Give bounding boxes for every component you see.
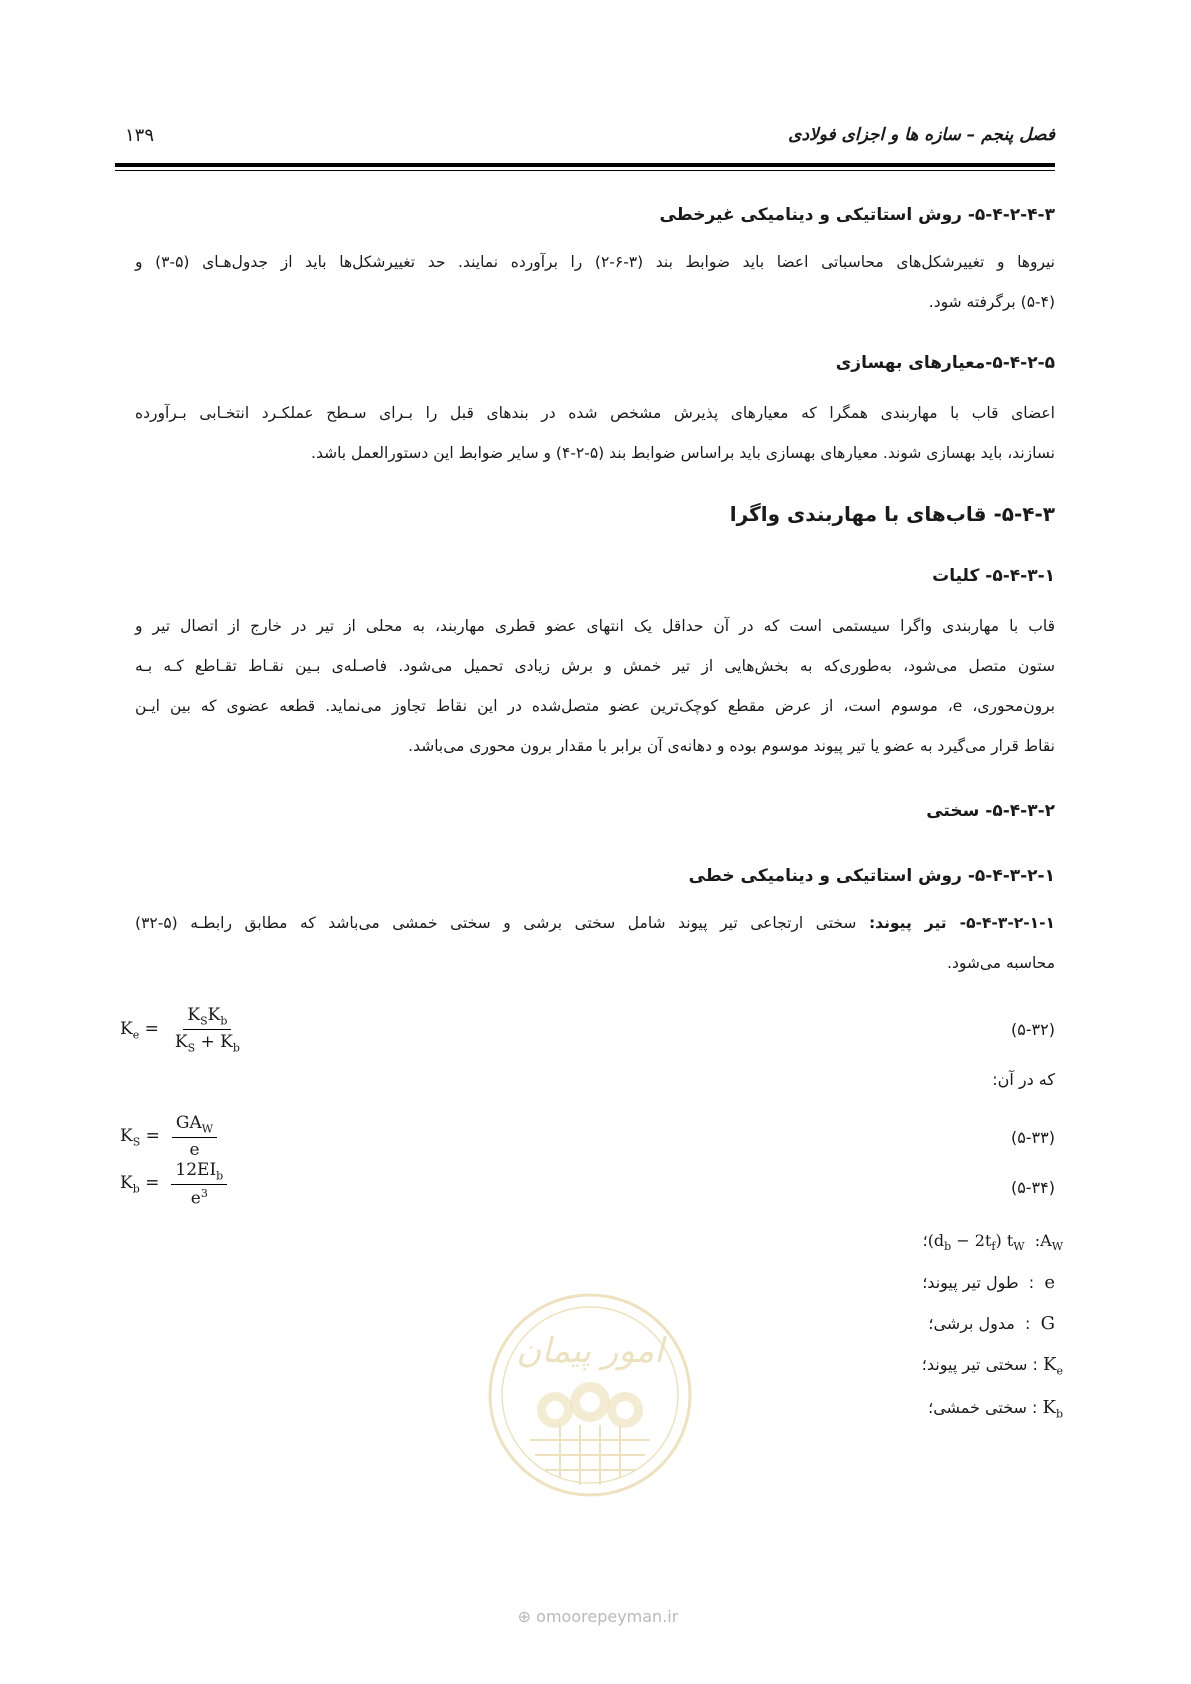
definition-e: e : طول تیر پیوند؛ bbox=[922, 1272, 1055, 1293]
paragraph-line: اعضای قاب با مهاربندی همگرا که معیارهای پذیرش مشخص شده در بندهای قبل را بـرای سـطح عملکـرد انتخـابی بـرآورده bbox=[135, 404, 1055, 422]
equation-lhs: $K_b$ = bbox=[120, 1173, 160, 1196]
paragraph-line: ستون متصل می‌شود، به‌طوری‌که به بخش‌هایی از تیر خمش و برش زیادی تحمیل می‌شود. فاصـله‌ی بـین نقـاط تقـاطع کـه بـه bbox=[135, 657, 1055, 675]
header-rule bbox=[115, 163, 1055, 167]
definition-text: طول تیر پیوند؛ bbox=[922, 1273, 1019, 1292]
equation-fraction: $\frac{12EI_b}{e^3}$ bbox=[171, 1160, 227, 1209]
definition-symbol: $K_b$ bbox=[1042, 1397, 1063, 1421]
equation-fraction: $\frac{GA_W}{e}$ bbox=[172, 1113, 217, 1160]
paragraph-line: نسازند، باید بهسازی شوند. معیارهای بهسازی باید براساس ضوابط بند (۵-۲-۴) و سایر ضوابط این دستورالعمل باشد. bbox=[311, 444, 1055, 462]
paragraph-line: محاسبه می‌شود. bbox=[947, 954, 1055, 972]
equation-ks bbox=[120, 1113, 217, 1160]
watermark-logo bbox=[485, 1290, 695, 1500]
equation-kb bbox=[120, 1160, 227, 1209]
definition-ke: $K_e$ : سختی تیر پیوند؛ bbox=[921, 1354, 1063, 1378]
paragraph-line bbox=[135, 903, 1055, 943]
equation-number: (۵-۳۴) bbox=[1010, 1178, 1055, 1197]
page-header bbox=[115, 125, 1055, 155]
where-label: که در آن: bbox=[992, 1070, 1055, 1089]
watermark-grid bbox=[530, 1425, 650, 1485]
definition-symbol: e bbox=[1044, 1272, 1055, 1293]
definition-kb: $K_b$ : سختی خمشی؛ bbox=[928, 1397, 1063, 1421]
header-rule-thin bbox=[115, 170, 1055, 171]
section-heading-retrofit-criteria: ۵-۴-۲-۵-معیارهای بهسازی bbox=[835, 353, 1055, 373]
paragraph-link-beam bbox=[135, 903, 1055, 983]
definition-symbol: $K_e$ bbox=[1043, 1354, 1063, 1378]
paragraph-line: برون‌محوری، e، موسوم است، از عرض مقطع کوچک‌ترین عضو متصل‌شده در این نقاط تجاوز می‌نماید. قطعه عضوی که بین ایـن bbox=[135, 697, 1055, 715]
watermark-url: ⊕ omoorepeyman.ir bbox=[517, 1607, 679, 1626]
definition-text: سختی خمشی؛ bbox=[928, 1398, 1027, 1417]
definition-g: G : مدول برشی؛ bbox=[928, 1313, 1055, 1334]
paragraph-general bbox=[135, 606, 1055, 766]
equation-lhs: $K_e$ = bbox=[120, 1018, 159, 1042]
section-heading-general: ۵-۴-۳-۱- کلیات bbox=[932, 566, 1055, 586]
chapter-title: فصل پنجم – سازه ها و اجزای فولادی bbox=[788, 125, 1055, 145]
definition-formula: $؛(d_b - 2t_f)$ $t_W$ $:A_W$ bbox=[922, 1231, 1063, 1254]
watermark-logo-text: امور پیمان bbox=[516, 1331, 664, 1371]
equation-fraction: $\frac{K_SK_b}{K_S + K_b}$ bbox=[174, 1005, 240, 1055]
link-beam-text: سختی ارتجاعی تیر پیوند شامل سختی برشی و سختی خمشی می‌باشد که مطابق رابطـه (۵-۳۲) bbox=[135, 914, 869, 932]
definition-aw bbox=[923, 1231, 1063, 1253]
section-heading-linear: ۵-۴-۳-۲-۱- روش استاتیکی و دینامیکی خطی bbox=[688, 866, 1055, 886]
equation-number: (۵-۳۲) bbox=[1010, 1020, 1055, 1039]
link-beam-label: ۵-۴-۳-۲-۱-۱- تیر پیوند: bbox=[868, 914, 1056, 932]
paragraph-line: نیروها و تغییرشکل‌های محاسباتی اعضا باید ضوابط بند (۳-۶-۲) را برآورده نمایند. حد تغییرشکل‌ها باید از جدول‌هـای (۵-۳) و bbox=[135, 253, 1055, 271]
definition-text: سختی تیر پیوند؛ bbox=[921, 1355, 1028, 1374]
paragraph-retrofit-criteria bbox=[135, 393, 1055, 473]
paragraph-line: نقاط قرار می‌گیرد به عضو یا تیر پیوند موسوم بوده و دهانه‌ی آن برابر با مقدار برون محوری می‌باشد. bbox=[408, 737, 1055, 755]
definition-symbol: G bbox=[1040, 1313, 1055, 1334]
page-number: ۱۳۹ bbox=[125, 125, 155, 146]
equation-number: (۵-۳۳) bbox=[1010, 1128, 1055, 1147]
equation-ke bbox=[120, 1005, 244, 1055]
section-heading-nonlinear: ۵-۴-۲-۴-۳- روش استاتیکی و دینامیکی غیرخطی bbox=[659, 205, 1055, 225]
paragraph-line: (۵-۴) برگرفته شود. bbox=[928, 293, 1055, 311]
section-heading-stiffness: ۵-۴-۳-۲- سختی bbox=[926, 801, 1055, 821]
paragraph-nonlinear bbox=[135, 242, 1055, 322]
section-heading-eccentric-frames: ۵-۴-۳- قاب‌های با مهاربندی واگرا bbox=[729, 502, 1055, 526]
definition-text: مدول برشی؛ bbox=[928, 1314, 1015, 1333]
paragraph-line: قاب با مهاربندی واگرا سیستمی است که در آن حداقل یک انتهای عضو قطری مهاربند، به محلی از تیر در خارج از اتصال تیر و bbox=[135, 617, 1055, 635]
equation-lhs: $K_S$ = bbox=[120, 1125, 160, 1148]
